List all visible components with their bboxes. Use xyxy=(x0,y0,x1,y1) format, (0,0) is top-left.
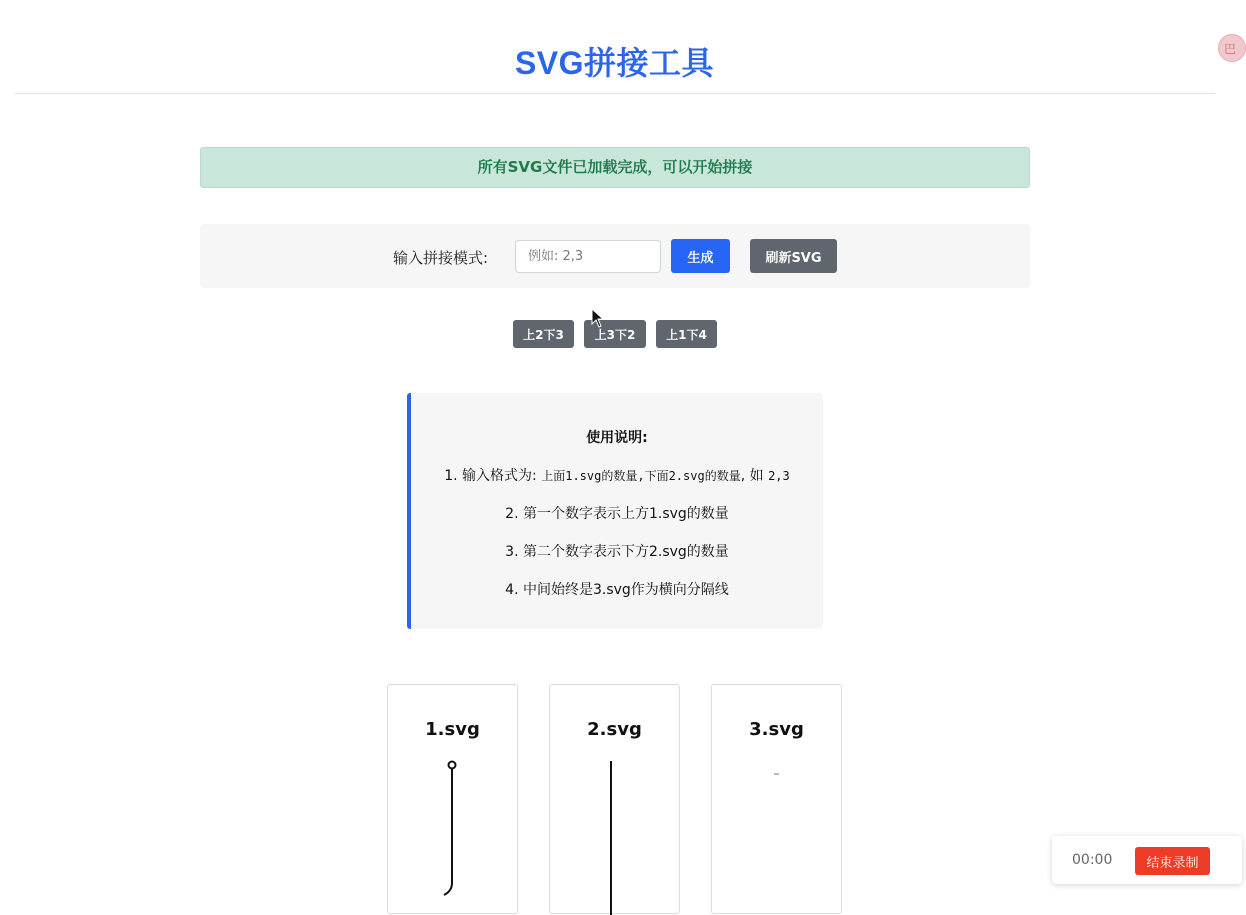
instruction-example-code: 2,3 xyxy=(768,469,790,483)
svg-card-title: 1.svg xyxy=(425,719,480,740)
generate-button[interactable]: 生成 xyxy=(671,239,730,273)
instruction-line-1 xyxy=(411,465,823,485)
instructions-title: 使用说明: xyxy=(586,430,648,446)
pattern-label: 输入拼接模式: xyxy=(393,249,489,267)
instruction-line-3: 3. 第二个数字表示下方2.svg的数量 xyxy=(505,544,729,560)
svg-1-preview xyxy=(388,685,519,915)
instructions-panel xyxy=(407,393,823,629)
svg-card-title: 2.svg xyxy=(587,719,642,740)
refresh-svg-button[interactable]: 刷新SVG xyxy=(750,239,837,273)
header-divider xyxy=(15,93,1215,94)
svg-card-title: 3.svg xyxy=(749,719,804,740)
svg-2-preview xyxy=(550,685,681,915)
recording-widget xyxy=(1052,836,1242,884)
svg-3-preview xyxy=(712,685,843,915)
page-title: SVG拼接工具 xyxy=(514,45,715,81)
instruction-line-1-mid: , 如 xyxy=(740,468,769,484)
mouse-cursor-icon xyxy=(591,308,605,328)
pattern-input[interactable] xyxy=(515,240,661,273)
instruction-line-1-prefix: 1. 输入格式为: xyxy=(444,468,542,484)
instruction-format-code: 上面1.svg的数量,下面2.svg的数量 xyxy=(541,469,741,483)
preset-2-3-button[interactable]: 上2下3 xyxy=(513,320,574,348)
recording-timer: 00:00 xyxy=(1072,852,1113,868)
instruction-line-4: 4. 中间始终是3.svg作为横向分隔线 xyxy=(505,582,729,598)
avatar[interactable]: 巴 xyxy=(1218,34,1246,62)
status-banner: 所有SVG文件已加载完成，可以开始拼接 xyxy=(200,147,1030,188)
stop-recording-button[interactable]: 结束录制 xyxy=(1135,847,1210,875)
preset-3-2-button[interactable]: 上3下2 xyxy=(584,320,646,348)
instruction-line-2: 2. 第一个数字表示上方1.svg的数量 xyxy=(505,506,729,522)
preset-1-4-button[interactable]: 上1下4 xyxy=(656,320,717,348)
